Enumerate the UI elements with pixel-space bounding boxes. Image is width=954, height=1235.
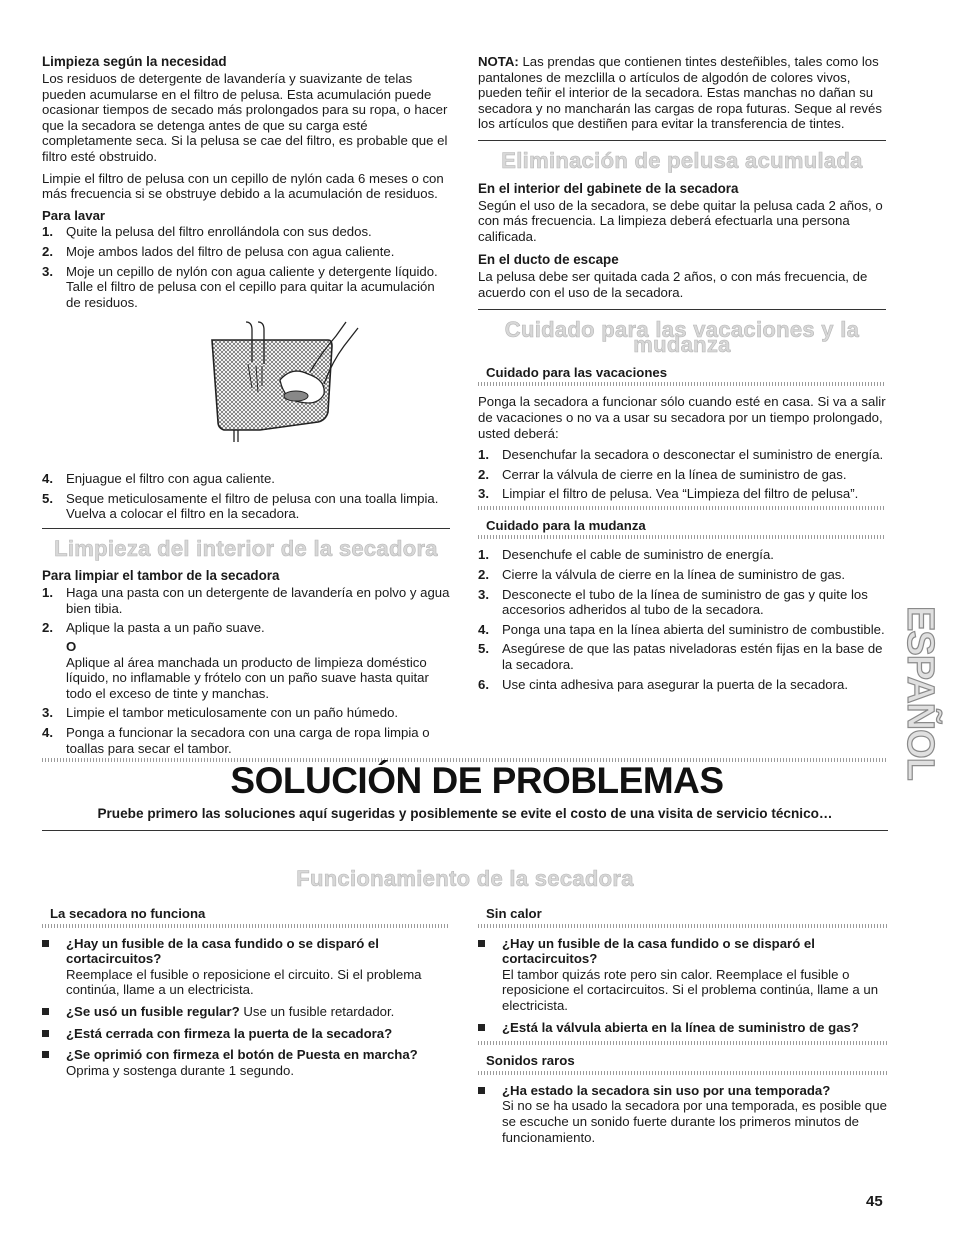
list-item: ¿Ha estado la secadora sin uso por una temporada? Si no se ha usado la secadora por una temporada, es posible que se escuche un sonido fuerte durante los primeros minutos de funcionamiento. bbox=[478, 1083, 888, 1145]
bullet-icon bbox=[478, 940, 485, 947]
vacation-text: Ponga la secadora a funcionar sólo cuando esté en casa. Si va a salir de vacaciones o no va a usar su secadora por un tiempo prolongado, usted deberá: bbox=[478, 394, 886, 441]
hatch-rule bbox=[478, 1041, 888, 1045]
cabinet-heading: En el interior del gabinete de la secadora bbox=[478, 180, 739, 196]
left-column bbox=[42, 54, 450, 760]
lint-section-title: Eliminación de pelusa acumulada bbox=[501, 147, 863, 173]
bullet-icon bbox=[42, 940, 49, 947]
list-item: ¿Se usó un fusible regular? Use un fusible retardador. bbox=[42, 1004, 450, 1020]
duct-heading: En el ducto de escape bbox=[478, 252, 619, 268]
list-item: 2. Aplique la pasta a un paño suave. O Aplique al área manchada un producto de limpieza doméstico líquido, no inflamable y frótelo con un paño suave hasta quitar todo el exceso de tinte y manchas. bbox=[42, 620, 450, 701]
or-text: Aplique al área manchada un producto de limpieza doméstico líquido, no inflamable y frótelo con un paño suave hasta quitar todo el exceso de tinte y manchas. bbox=[66, 654, 429, 701]
hatch-rule bbox=[478, 382, 886, 386]
language-tab-label: ESPAÑOL bbox=[899, 606, 941, 780]
bullet-icon bbox=[42, 1030, 49, 1037]
vacation-steps bbox=[478, 447, 886, 502]
divider bbox=[42, 830, 888, 831]
no-heat-column bbox=[478, 906, 888, 1151]
divider bbox=[478, 309, 886, 310]
hatch-rule bbox=[478, 506, 886, 510]
list-item: 3. Limpiar el filtro de pelusa. Vea “Limpieza del filtro de pelusa”. bbox=[478, 486, 859, 502]
note-text: Las prendas que contienen tintes desteñibles, tales como los pantalones de mezclilla o artículos de algodón de colores vivos, pueden teñir el interior de la secadora. Estas manchas no dañan su secadora y no mancharán las cargas de ropa futuras. Seque al revés los artículos que destiñen para evitar la transferencia de tintes. bbox=[478, 54, 882, 132]
bullet-icon bbox=[42, 1008, 49, 1015]
list-item: 6. Use cinta adhesiva para asegurar la puerta de la secadora. bbox=[478, 676, 849, 692]
list-item: ¿Se oprimió con firmeza el botón de Puesta en marcha? Oprima y sostenga durante 1 segundo. bbox=[42, 1047, 450, 1078]
list-item: 4. Enjuague el filtro con agua caliente. bbox=[42, 470, 275, 486]
hatch-rule bbox=[478, 535, 886, 539]
hatch-rule bbox=[42, 924, 450, 928]
bullet-icon bbox=[42, 1051, 49, 1058]
interior-section-title: Limpieza del interior de la secadora bbox=[54, 535, 438, 561]
list-item: 1. Desenchufar la secadora o desconectar el suministro de energía. bbox=[478, 447, 884, 463]
no-run-heading: La secadora no funciona bbox=[50, 906, 206, 921]
list-item: 4. Ponga a funcionar la secadora con una carga de ropa limpia o toallas para secar el tambor. bbox=[42, 725, 430, 756]
list-item: ¿Hay un fusible de la casa fundido o se disparó el cortacircuitos? Reemplace el fusible o reposicione el circuito. Si el problema continúa, llame a un electricista. bbox=[42, 936, 450, 998]
noise-heading: Sonidos raros bbox=[486, 1053, 575, 1069]
list-item: ¿Hay un fusible de la casa fundido o se disparó el cortacircuitos? El tambor quizás rote pero sin calor. Reemplace el fusible o reposicione el cortacircuitos. Si el problema continúa, llame a un electricista. bbox=[478, 936, 888, 1014]
list-item: 1. Desenchufe el cable de suministro de energía. bbox=[478, 547, 774, 563]
list-item: 2. Cerrar la válvula de cierre en la línea de suministro de gas. bbox=[478, 466, 847, 482]
or-label: O bbox=[66, 639, 77, 655]
page-number: 45 bbox=[866, 1193, 883, 1210]
troubleshooting-title: SOLUCIÓN DE PROBLEMAS bbox=[230, 760, 724, 801]
note-paragraph bbox=[478, 54, 886, 132]
list-item: 5. Seque meticulosamente el filtro de pelusa con una toalla limpia. Vuelva a colocar el filtro en la secadora. bbox=[42, 490, 439, 522]
duct-text: La pelusa debe ser quitada cada 2 años, o con más frecuencia, de acuerdo con el uso de la secadora. bbox=[478, 269, 868, 300]
list-item: 2. Cierre la válvula de cierre en la línea de suministro de gas. bbox=[478, 567, 846, 583]
cleaning-paragraph-2: Limpie el filtro de pelusa con un cepillo de nylón cada 6 meses o con más frecuencia si se obstruye debido a la acumulación de residuos. bbox=[42, 170, 444, 202]
list-item: 1. Haga una pasta con un detergente de lavandería en polvo y agua bien tibia. bbox=[42, 585, 450, 616]
hatch-rule bbox=[478, 924, 888, 928]
list-item: 5. Asegúrese de que las patas niveladoras estén fijas en la base de la secadora. bbox=[478, 641, 883, 673]
bullet-icon bbox=[478, 1087, 485, 1094]
language-side-tab bbox=[896, 600, 941, 840]
hatch-rule bbox=[478, 1071, 888, 1075]
lint-filter-illustration bbox=[172, 322, 362, 457]
note-label: NOTA: bbox=[478, 54, 519, 69]
troubleshooting-intro: Pruebe primero las soluciones aquí sugeridas y posiblemente se evite el costo de una visita de servicio técnico… bbox=[97, 806, 833, 821]
list-item: 3. Moje un cepillo de nylón con agua caliente y detergente líquido. Talle el filtro de pelusa con el cepillo para quitar la acumulación de residuos. bbox=[42, 263, 438, 310]
no-heat-heading: Sin calor bbox=[486, 906, 542, 921]
vacation-heading: Cuidado para las vacaciones bbox=[486, 364, 668, 380]
drum-steps bbox=[42, 585, 450, 756]
wash-steps-a bbox=[42, 224, 450, 310]
cabinet-text: Según el uso de la secadora, se debe quitar la pelusa cada 2 años, o con más frecuencia. La limpieza deberá efectuarla una persona calificada. bbox=[478, 197, 883, 244]
no-run-column bbox=[42, 906, 450, 1084]
bullet-icon bbox=[478, 1024, 485, 1031]
divider bbox=[42, 528, 450, 529]
wash-label: Para lavar bbox=[42, 207, 106, 223]
list-item: 2. Moje ambos lados del filtro de pelusa con agua caliente. bbox=[42, 243, 395, 259]
wash-steps-b bbox=[42, 471, 450, 522]
drum-heading: Para limpiar el tambor de la secadora bbox=[42, 568, 280, 584]
cleaning-heading: Limpieza según la necesidad bbox=[42, 54, 227, 69]
list-item: 3. Limpie el tambor meticulosamente con un paño húmedo. bbox=[42, 705, 399, 721]
moving-heading: Cuidado para la mudanza bbox=[486, 517, 646, 533]
list-item: ¿Está la válvula abierta en la línea de suministro de gas? bbox=[478, 1020, 888, 1036]
list-item: 4. Ponga una tapa en la línea abierta del suministro de combustible. bbox=[478, 621, 885, 637]
list-item: 3. Desconecte el tubo de la línea de suministro de gas y quite los accesorios adheridos al tubo de la secadora. bbox=[478, 586, 868, 618]
divider bbox=[478, 140, 886, 141]
cleaning-paragraph-1: Los residuos de detergente de lavandería y suavizante de telas pueden acumularse en el filtro de pelusa. Esta acumulación puede ocasionar tiempos de secado más prolongados para su ropa, o hacer que la secadora se detenga antes de que su carga esté completamente seca. Si la pelusa se cae del filtro, es probable que el filtro esté obstruido. bbox=[42, 71, 448, 164]
right-column bbox=[478, 54, 886, 696]
list-item: 1. Quite la pelusa del filtro enrollándola con sus dedos. bbox=[42, 224, 372, 240]
vacation-section-title: Cuidado para las vacaciones y la mudanza bbox=[504, 316, 860, 358]
operation-section-title: Funcionamiento de la secadora bbox=[296, 866, 634, 891]
list-item: ¿Está cerrada con firmeza la puerta de la secadora? bbox=[42, 1026, 450, 1042]
moving-steps bbox=[478, 547, 886, 692]
